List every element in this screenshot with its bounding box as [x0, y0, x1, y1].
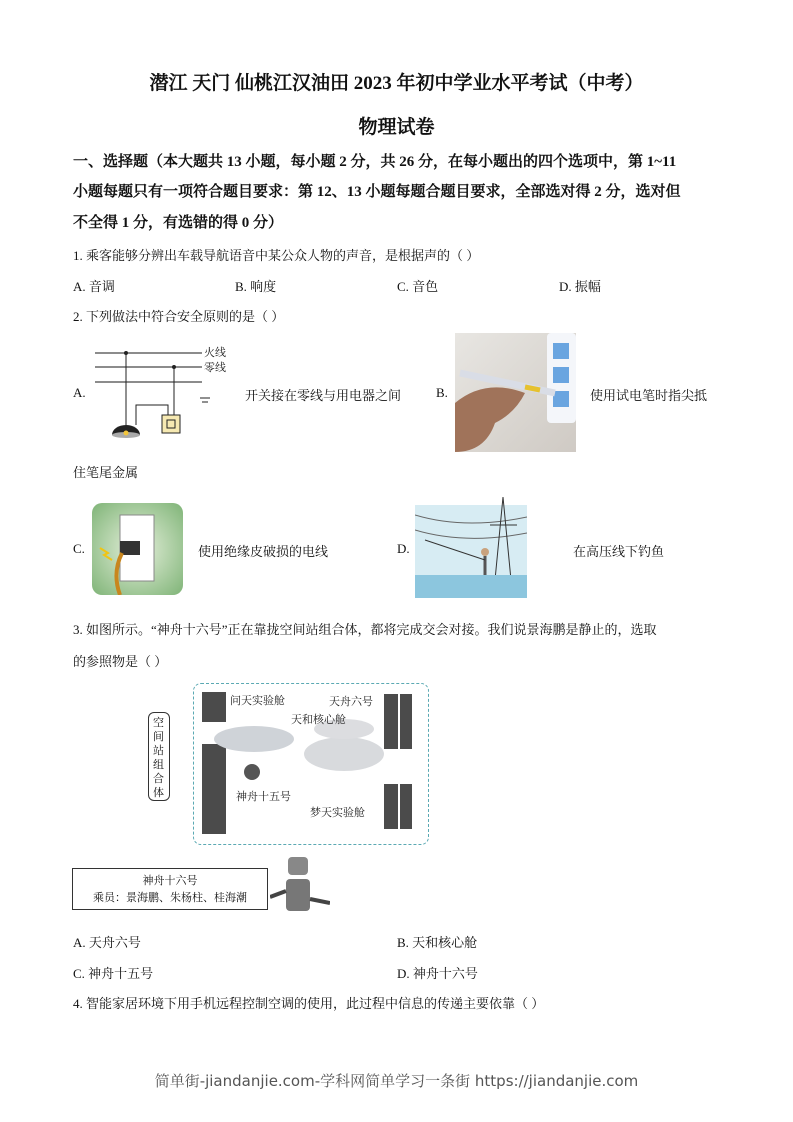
q3-option-c: C. 神舟十五号 [73, 966, 154, 981]
shenzhou15-label: 神舟十五号 [236, 790, 291, 803]
q1-option-b: B. 响度 [235, 279, 277, 294]
test-pen-photo [455, 333, 576, 452]
q3-option-d: D. 神舟十六号 [397, 966, 478, 981]
q4-stem: 4. 智能家居环境下用手机远程控制空调的使用，此过程中信息的传递主要依靠（ ） [73, 996, 545, 1011]
exam-title: 潜江 天门 仙桃江汉油田 2023 年初中学业水平考试（中考） [149, 73, 644, 94]
fishing-under-powerline-image [415, 495, 527, 598]
broken-wire-image [92, 503, 183, 595]
q2-d-text: 在高压线下钓鱼 [573, 544, 665, 559]
neutral-wire-label: 零线 [204, 361, 226, 374]
tianzhou-label: 天舟六号 [329, 695, 373, 708]
q1-stem: 1. 乘客能够分辨出车载导航语音中某公众人物的声音，是根据声的（ ） [73, 248, 480, 263]
section-heading-line3: 不全得 1 分，有选错的得 0 分） [73, 215, 284, 231]
q2-d-label: D. [397, 541, 410, 556]
q1-option-a: A. 音调 [73, 279, 115, 294]
space-station-figure [193, 683, 429, 845]
wentian-label: 问天实验舱 [230, 694, 285, 707]
circuit-diagram [90, 340, 240, 445]
fire-wire-label: 火线 [204, 346, 226, 359]
q3-option-b: B. 天和核心舱 [397, 935, 478, 950]
q1-option-c: C. 音色 [397, 279, 439, 294]
section-heading-line2: 小题每题只有一项符合题目要求：第 12、13 小题每题合题目要求，全部选对得 2 分，选对但 [73, 184, 681, 200]
q3-option-a: A. 天舟六号 [73, 935, 141, 950]
q3-stem-line1: 3. 如图所示。“神舟十六号”正在靠拢空间站组合体，都将完成交会对接。我们说景海鹏是静止的，选取 [73, 622, 657, 637]
q2-stem: 2. 下列做法中符合安全原则的是（ ） [73, 309, 285, 324]
q2-a-label: A. [73, 385, 86, 400]
q2-a-text: 开关接在零线与用电器之间 [245, 388, 402, 403]
shenzhou16-callout [72, 868, 268, 910]
q2-c-label: C. [73, 541, 85, 556]
tianhe-label: 天和核心舱 [291, 713, 346, 726]
station-callout: 空间站组合体 [148, 712, 170, 801]
q2-b-text: 使用试电笔时指尖抵 [590, 388, 708, 403]
shenzhou16-crew: 乘员：景海鹏、朱杨柱、桂海潮 [93, 891, 247, 904]
q2-b-label: B. [436, 385, 448, 400]
shenzhou16-name: 神舟十六号 [142, 874, 198, 887]
section-heading-line1: 一、选择题（本大题共 13 小题，每小题 2 分，共 26 分，在每小题出的四个选项中，第 1~11 [73, 154, 677, 170]
q1-option-d: D. 振幅 [559, 279, 601, 294]
q2-b-text-cont: 住笔尾金属 [73, 465, 139, 480]
shenzhou16-capsule [270, 853, 330, 916]
q2-c-text: 使用绝缘皮破损的电线 [198, 544, 329, 559]
exam-subtitle: 物理试卷 [358, 117, 435, 138]
q3-stem-line2: 的参照物是（ ） [73, 654, 168, 669]
mengtian-label: 梦天实验舱 [310, 806, 365, 819]
footer-watermark: 简单街-jiandanjie.com-学科网简单学习一条街 https://jiandanjie.com [154, 1072, 639, 1090]
